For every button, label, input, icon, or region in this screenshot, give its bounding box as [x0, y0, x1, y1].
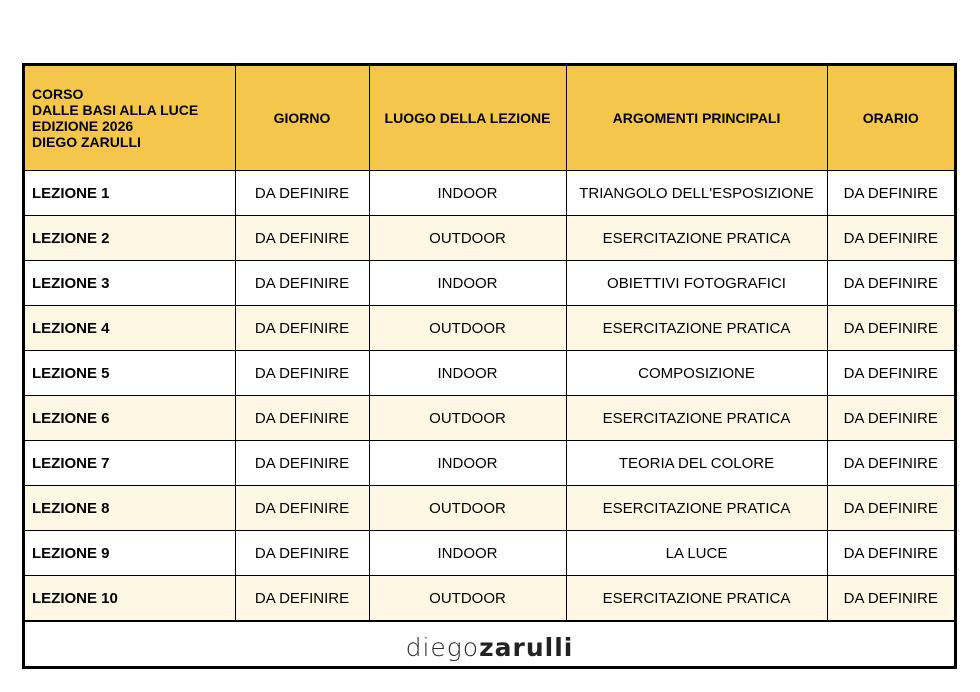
place-cell: INDOOR [369, 261, 566, 306]
table-row [25, 171, 954, 216]
day-cell: DA DEFINIRE [235, 441, 369, 486]
time-cell: DA DEFINIRE [827, 216, 954, 261]
topic-cell: ESERCITAZIONE PRATICA [566, 396, 827, 441]
topic-cell: LA LUCE [566, 531, 827, 576]
column-header-topic: ARGOMENTI PRINCIPALI [566, 66, 827, 171]
lesson-cell: LEZIONE 8 [25, 486, 235, 531]
logo-first-name: diego [405, 632, 480, 662]
day-cell: DA DEFINIRE [235, 171, 369, 216]
column-header-time: ORARIO [827, 66, 954, 171]
time-cell: DA DEFINIRE [827, 486, 954, 531]
table-row [25, 351, 954, 396]
lesson-cell: LEZIONE 6 [25, 396, 235, 441]
place-cell: OUTDOOR [369, 486, 566, 531]
day-cell: DA DEFINIRE [235, 216, 369, 261]
time-cell: DA DEFINIRE [827, 531, 954, 576]
day-cell: DA DEFINIRE [235, 351, 369, 396]
schedule-sheet [22, 63, 957, 669]
time-cell: DA DEFINIRE [827, 306, 954, 351]
place-cell: INDOOR [369, 351, 566, 396]
table-row [25, 216, 954, 261]
course-line: DALLE BASI ALLA LUCE [32, 102, 199, 118]
lesson-cell: LEZIONE 9 [25, 531, 235, 576]
table-row [25, 576, 954, 621]
day-cell: DA DEFINIRE [235, 306, 369, 351]
topic-cell: ESERCITAZIONE PRATICA [566, 306, 827, 351]
lesson-cell: LEZIONE 7 [25, 441, 235, 486]
place-cell: OUTDOOR [369, 396, 566, 441]
topic-cell: TRIANGOLO DELL'ESPOSIZIONE [566, 171, 827, 216]
time-cell: DA DEFINIRE [827, 261, 954, 306]
time-cell: DA DEFINIRE [827, 396, 954, 441]
lesson-cell: LEZIONE 1 [25, 171, 235, 216]
course-line: EDIZIONE 2026 [32, 118, 134, 134]
table-row [25, 306, 954, 351]
topic-cell: COMPOSIZIONE [566, 351, 827, 396]
topic-cell: ESERCITAZIONE PRATICA [566, 486, 827, 531]
schedule-table [25, 66, 954, 621]
lesson-cell: LEZIONE 4 [25, 306, 235, 351]
topic-cell: OBIETTIVI FOTOGRAFICI [566, 261, 827, 306]
table-row [25, 441, 954, 486]
course-line: CORSO [32, 86, 84, 102]
topic-cell: ESERCITAZIONE PRATICA [566, 576, 827, 621]
course-title-cell [25, 66, 235, 171]
table-row [25, 261, 954, 306]
brand-logo [406, 633, 574, 662]
place-cell: OUTDOOR [369, 216, 566, 261]
day-cell: DA DEFINIRE [235, 486, 369, 531]
time-cell: DA DEFINIRE [827, 576, 954, 621]
time-cell: DA DEFINIRE [827, 441, 954, 486]
place-cell: OUTDOOR [369, 306, 566, 351]
time-cell: DA DEFINIRE [827, 171, 954, 216]
day-cell: DA DEFINIRE [235, 531, 369, 576]
table-row [25, 531, 954, 576]
column-header-day: GIORNO [235, 66, 369, 171]
table-row [25, 396, 954, 441]
lesson-cell: LEZIONE 3 [25, 261, 235, 306]
column-header-place: LUOGO DELLA LEZIONE [369, 66, 566, 171]
place-cell: OUTDOOR [369, 576, 566, 621]
table-row [25, 486, 954, 531]
course-line: DIEGO ZARULLI [32, 134, 141, 150]
lesson-cell: LEZIONE 10 [25, 576, 235, 621]
table-header [25, 66, 954, 171]
day-cell: DA DEFINIRE [235, 261, 369, 306]
topic-cell: ESERCITAZIONE PRATICA [566, 216, 827, 261]
day-cell: DA DEFINIRE [235, 576, 369, 621]
footer [25, 621, 954, 672]
place-cell: INDOOR [369, 441, 566, 486]
lesson-cell: LEZIONE 2 [25, 216, 235, 261]
time-cell: DA DEFINIRE [827, 351, 954, 396]
table-body [25, 171, 954, 621]
place-cell: INDOOR [369, 531, 566, 576]
lesson-cell: LEZIONE 5 [25, 351, 235, 396]
logo-last-name: zarulli [479, 632, 574, 662]
topic-cell: TEORIA DEL COLORE [566, 441, 827, 486]
place-cell: INDOOR [369, 171, 566, 216]
day-cell: DA DEFINIRE [235, 396, 369, 441]
header-row [25, 66, 954, 171]
